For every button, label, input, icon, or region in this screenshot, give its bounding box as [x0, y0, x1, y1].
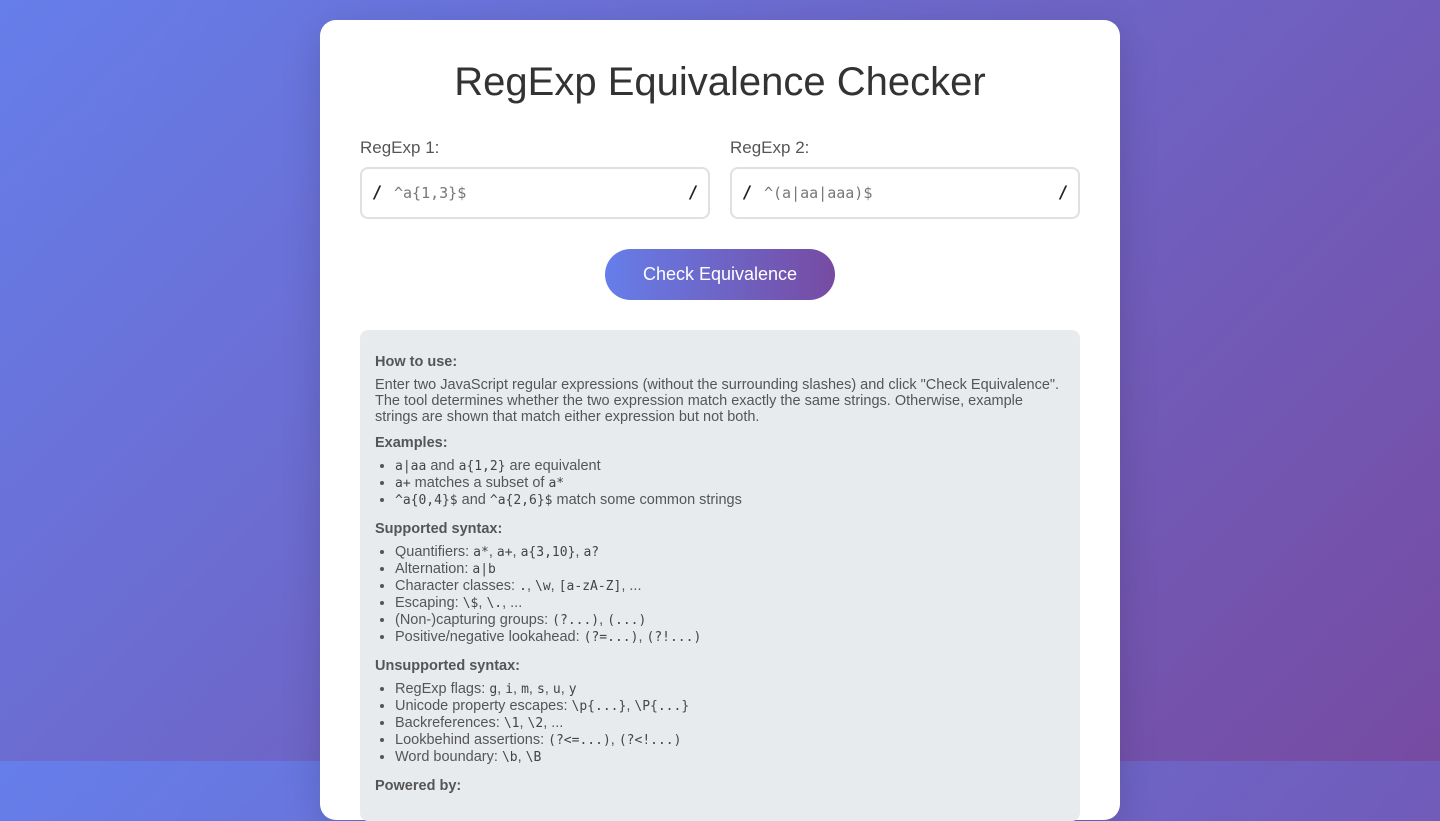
regex-code: (?<!...) — [618, 733, 682, 748]
list-item-text: , — [638, 629, 647, 645]
regex-code: . — [519, 579, 527, 594]
list-item — [395, 612, 1065, 629]
regex1-input[interactable] — [384, 169, 686, 217]
regex-code: y — [568, 682, 577, 697]
list-item-text: , — [513, 681, 522, 697]
regex-code: a{1,2} — [458, 459, 506, 474]
list-item — [395, 595, 1065, 612]
regex-code: a* — [473, 545, 489, 560]
regex2-box — [730, 167, 1080, 219]
how-to-use-heading: How to use: — [375, 354, 458, 370]
button-row — [360, 249, 1080, 300]
list-item — [395, 578, 1065, 595]
regex-code: \2 — [527, 716, 544, 731]
list-item-text: , — [599, 612, 608, 628]
list-item-text: , — [626, 698, 635, 714]
list-item-text: , — [528, 681, 537, 697]
list-item-text: , — [488, 544, 497, 560]
regex-code: i — [505, 682, 514, 697]
regex2-open-slash: / — [741, 183, 753, 203]
list-item — [395, 561, 1065, 578]
regex-code: a+ — [395, 476, 411, 491]
list-item-text: Positive/negative lookahead: — [395, 629, 584, 645]
list-item-text: , — [512, 544, 521, 560]
main-card — [320, 20, 1120, 820]
list-item — [395, 458, 1065, 475]
powered-by-heading: Powered by: — [375, 778, 462, 794]
regex2-close-slash: / — [1057, 183, 1069, 203]
list-item-text: are equivalent — [505, 458, 601, 474]
list-item — [395, 492, 1065, 509]
regex-code: (?=...) — [583, 630, 639, 645]
regex1-field — [360, 138, 710, 219]
regex-code: a|b — [472, 562, 496, 577]
regex-code: [a-zA-Z] — [558, 579, 622, 594]
list-item-text: , ... — [543, 715, 564, 731]
unsupported-heading: Unsupported syntax: — [375, 658, 521, 674]
regex-code: (?...) — [552, 613, 600, 628]
list-item-text: , ... — [621, 578, 642, 594]
list-item-text: Escaping: — [395, 595, 463, 611]
list-item — [395, 681, 1065, 698]
list-item-text: , — [517, 749, 526, 765]
examples-heading: Examples: — [375, 435, 448, 451]
regex-code: \1 — [503, 716, 520, 731]
list-item-text: Alternation: — [395, 561, 473, 577]
regex1-close-slash: / — [687, 183, 699, 203]
regex-code: a+ — [496, 545, 513, 560]
list-item — [395, 749, 1065, 766]
list-item — [395, 732, 1065, 749]
list-item-text: , — [550, 578, 559, 594]
check-equivalence-button[interactable]: Check Equivalence — [605, 249, 835, 300]
list-item-text: RegExp flags: — [395, 681, 490, 697]
help-panel — [360, 330, 1080, 821]
regex1-label: RegExp 1: — [360, 138, 440, 157]
regex-code: (?!...) — [646, 630, 702, 645]
supported-heading: Supported syntax: — [375, 521, 503, 537]
regex-code: \b — [501, 750, 518, 765]
regex-code: ^a{0,4}$ — [395, 493, 458, 508]
list-item — [395, 475, 1065, 492]
regex-code: \$ — [462, 596, 479, 611]
regex-code: \P{...} — [634, 699, 690, 714]
list-item-text: , ... — [502, 595, 523, 611]
unsupported-list — [375, 681, 1065, 766]
regex-code: s — [536, 682, 545, 697]
list-item-text: Character classes: — [395, 578, 520, 594]
regex-code: m — [521, 682, 529, 697]
list-item-text: Unicode property escapes: — [395, 698, 572, 714]
list-item-text: (Non-)capturing groups: — [395, 612, 553, 628]
regex-code: a* — [548, 476, 565, 491]
list-item-text: and — [426, 458, 459, 474]
list-item-text: , — [497, 681, 506, 697]
regex1-open-slash: / — [371, 183, 383, 203]
regex-code: \p{...} — [571, 699, 627, 714]
regex-code: ^a{2,6}$ — [489, 493, 553, 508]
list-item-text: match some common strings — [552, 492, 742, 508]
supported-list — [375, 544, 1065, 646]
list-item — [395, 544, 1065, 561]
regex-code: a|aa — [395, 459, 427, 474]
how-to-use-text: Enter two JavaScript regular expressions (without the surrounding slashes) and click "Check Equivalence". The tool determines whether the two expression match exactly the same strings. Otherwise, example strings are shown that match either expression but not both. — [375, 377, 1060, 425]
list-item — [395, 698, 1065, 715]
list-item-text: , — [560, 681, 569, 697]
list-item — [395, 629, 1065, 646]
list-item-text: , — [478, 595, 487, 611]
list-item-text: , — [610, 732, 619, 748]
list-item — [395, 715, 1065, 732]
regex-inputs — [360, 138, 1080, 219]
regex1-box — [360, 167, 710, 219]
regex2-field — [730, 138, 1080, 219]
list-item-text: Backreferences: — [395, 715, 504, 731]
regex2-input[interactable] — [754, 169, 1056, 217]
regex-code: a? — [583, 545, 600, 560]
regex2-label: RegExp 2: — [730, 138, 810, 157]
regex-code: (...) — [607, 613, 647, 628]
regex-code: \B — [525, 750, 542, 765]
list-item-text: matches a subset of — [410, 475, 549, 491]
list-item-text: Lookbehind assertions: — [395, 732, 549, 748]
list-item-text: and — [457, 492, 490, 508]
list-item-text: Word boundary: — [395, 749, 502, 765]
regex-code: \. — [486, 596, 503, 611]
list-item-text: , — [519, 715, 528, 731]
list-item-text: , — [526, 578, 535, 594]
list-item-text: , — [575, 544, 584, 560]
regex-code: a{3,10} — [520, 545, 576, 560]
list-item-text: , — [544, 681, 553, 697]
page-title: RegExp Equivalence Checker — [454, 60, 986, 104]
regex-code: g — [489, 682, 498, 697]
regex-code: (?<=...) — [548, 733, 611, 748]
list-item-text: Quantifiers: — [395, 544, 474, 560]
examples-list — [375, 458, 1065, 509]
regex-code: u — [552, 682, 561, 697]
regex-code: \w — [535, 579, 551, 594]
